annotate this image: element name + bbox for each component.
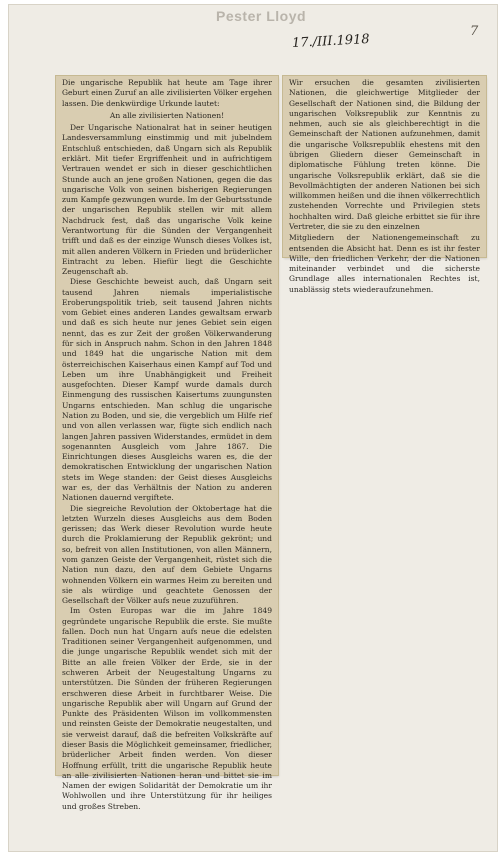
proclamation-continuation: Wir ersuchen die gesamten zivilisierten Nationen, die gleichwertige Mitglieder der Gesellschaft der Nationen sind, die Bildung der ungarischen Volksrepublik zur Kenntnis zu nehmen, auch sie als gleichberechtigt in die Gemeinschaft der Nationen aufzunehmen, damit die ungarische Volksrepublik ehestens mit den übrigen Gliedern dieser Gemeinschaft in diplomatische Fühlung treten könne. Die ungarische Volksrepublik erklärt, daß sie die Bevollmächtigten der anderen Nationen bei sich willkommen heißen und die ihnen völkerrechtlich zustehenden Vorrechte und Privilegien stets hochhalten wird. Daß gleiche erbittet sie für ihre Vertreter, die sie zu den einzelnen [289,78,480,231]
proclamation-heading: An alle zivilisierten Nationen! [109,110,225,120]
proclamation-paragraph: Die siegreiche Revolution der Oktobertage hat die letzten Wurzeln dieses Ausgleichs aus dem Boden gerissen; das Werk dieser Revolution wurde heute durch die Proklamierung der Republik gekrönt; und so, befreit von allen Institutionen, von allen Männern, vom ganzen Geiste der Vergangenheit, rüstet sich die Nation nun dazu, den auf dem Gebiete Ungarns wohnenden Völkern ein warmes Heim zu bereiten und sie als würdige und geachtete Genossen der Gesellschaft der Völker aufs neue zuzuführen. [62,503,272,606]
proclamation-paragraph: Der Ungarische Nationalrat hat in seiner heutigen Landesversammlung einstimmig und mit jubelndem Entschluß entschieden, daß Ungarn sich als Republik erklärt. Mit tiefer Ergriffenheit und in aufrichtigem Vertrauen wendet er sich in dieser geschichtlichen Stunde auch an jene großen Nationen, gegen die das ungarische Volk von seinen bisherigen Regierungen zum Kampfe gezwungen wurde. Im der Geburtsstunde der ungarischen Republik stellen wir mit allem Nachdruck fest, daß das ungarische Volk keine Verantwortung für die Sünden der Vergangenheit trifft und daß es der einzige Wunsch dieses Volkes ist, mit allen anderen Völkern in Frieden und brüderlicher Eintracht zu leben. Hiefür liegt die Geschichte Zeugenschaft ab. [62,123,272,277]
archive-stamp: Pester Lloyd [216,8,307,24]
proclamation-paragraph: Diese Geschichte beweist auch, daß Ungarn seit tausend Jahren niemals imperialistische Eroberungspolitik trieb, seit tausend Jahren nichts vom Gebiet eines anderen Landes gewaltsam erwarb und daß es sich heute nur jenes Gebiet sein eigen nennt, das es zur Zeit der großen Völkerwanderung für sich in Anspruch nahm. Schon in den Jahren 1848 und 1849 hat die ungarische Nation mit dem österreichischen Kaiserhaus einen Kampf auf Tod und Leben um ihre Unabhängigkeit und Freiheit ausgefochten. Dieser Kampf wurde damals durch Einmengung des russischen Kaisertums zuungunsten Ungarns entschieden. Man schlug die ungarische Nation zu Boden, und sie, die vergeblich um Hilfe rief und von allen verlassen war, fügte sich endlich nach langen Jahren passiven Widerstandes, ermüdet in dem sogenannten Ausgleich vom Jahre 1867. Die Einrichtungen dieses Ausgleichs waren es, die der demokratischen Entwicklung der ungarischen Nation stets im Wege standen: der Geist dieses Ausgleichs war es, der das Verhältnis der Nation zu anderen Nationen dauernd vergiftete. [62,277,272,503]
handwritten-date: 17./III.1918 [291,31,371,52]
proclamation-continuation-end: Mitgliedern der Nationengemeinschaft zu entsenden die Absicht hat. Denn es ist ihr fester Wille, den friedlichen Verkehr, der die Nationen miteinander verbindet und die sicherste Grundlage alles internationalen Rechtes ist, unablässig stets wiederaufzunehmen. [289,233,480,294]
handwritten-page-number: 7 [470,24,479,39]
newspaper-clipping-right [283,76,486,294]
proclamation-intro: Die ungarische Republik hat heute am Tage ihrer Geburt einen Zuruf an alle zivilisierten Völker ergehen lassen. Die denkwürdige Urkunde lautet: [62,78,272,108]
proclamation-paragraph: Im Osten Europas war die im Jahre 1849 gegründete ungarische Republik die erste. Sie mußte fallen. Doch nun hat Ungarn aufs neue die edelsten Traditionen seiner Vergangenheit aufgenommen, und die junge ungarische Republik wendet sich mit der Bitte an alle freien Völker der Erde, sie in der schweren Arbeit der Neugestaltung Ungarns zu unterstützen. Die Sünden der früheren Regierungen erschweren diese Arbeit in furchtbarer Weise. Die ungarische Republik aber will Ungarn auf Grund der Punkte des Präsidenten Wilson im vollkommensten und reinsten Geiste der Demokratie neugestalten, und sie verweist darauf, daß die befreiten Volkskräfte auf dieser Basis die Möglichkeit gemeinsamer, friedlicher, brüderlicher Arbeit finden werden. Von dieser Hoffnung erfüllt, tritt die ungarische Republik heute an alle zivilisierten Nationen heran und bittet sie im Namen der ewigen Solidarität der Demokratie um ihr Wohlwollen und ihre Unterstützung für ihr heiliges und großes Streben. [62,606,272,811]
newspaper-clipping-left [56,76,278,811]
